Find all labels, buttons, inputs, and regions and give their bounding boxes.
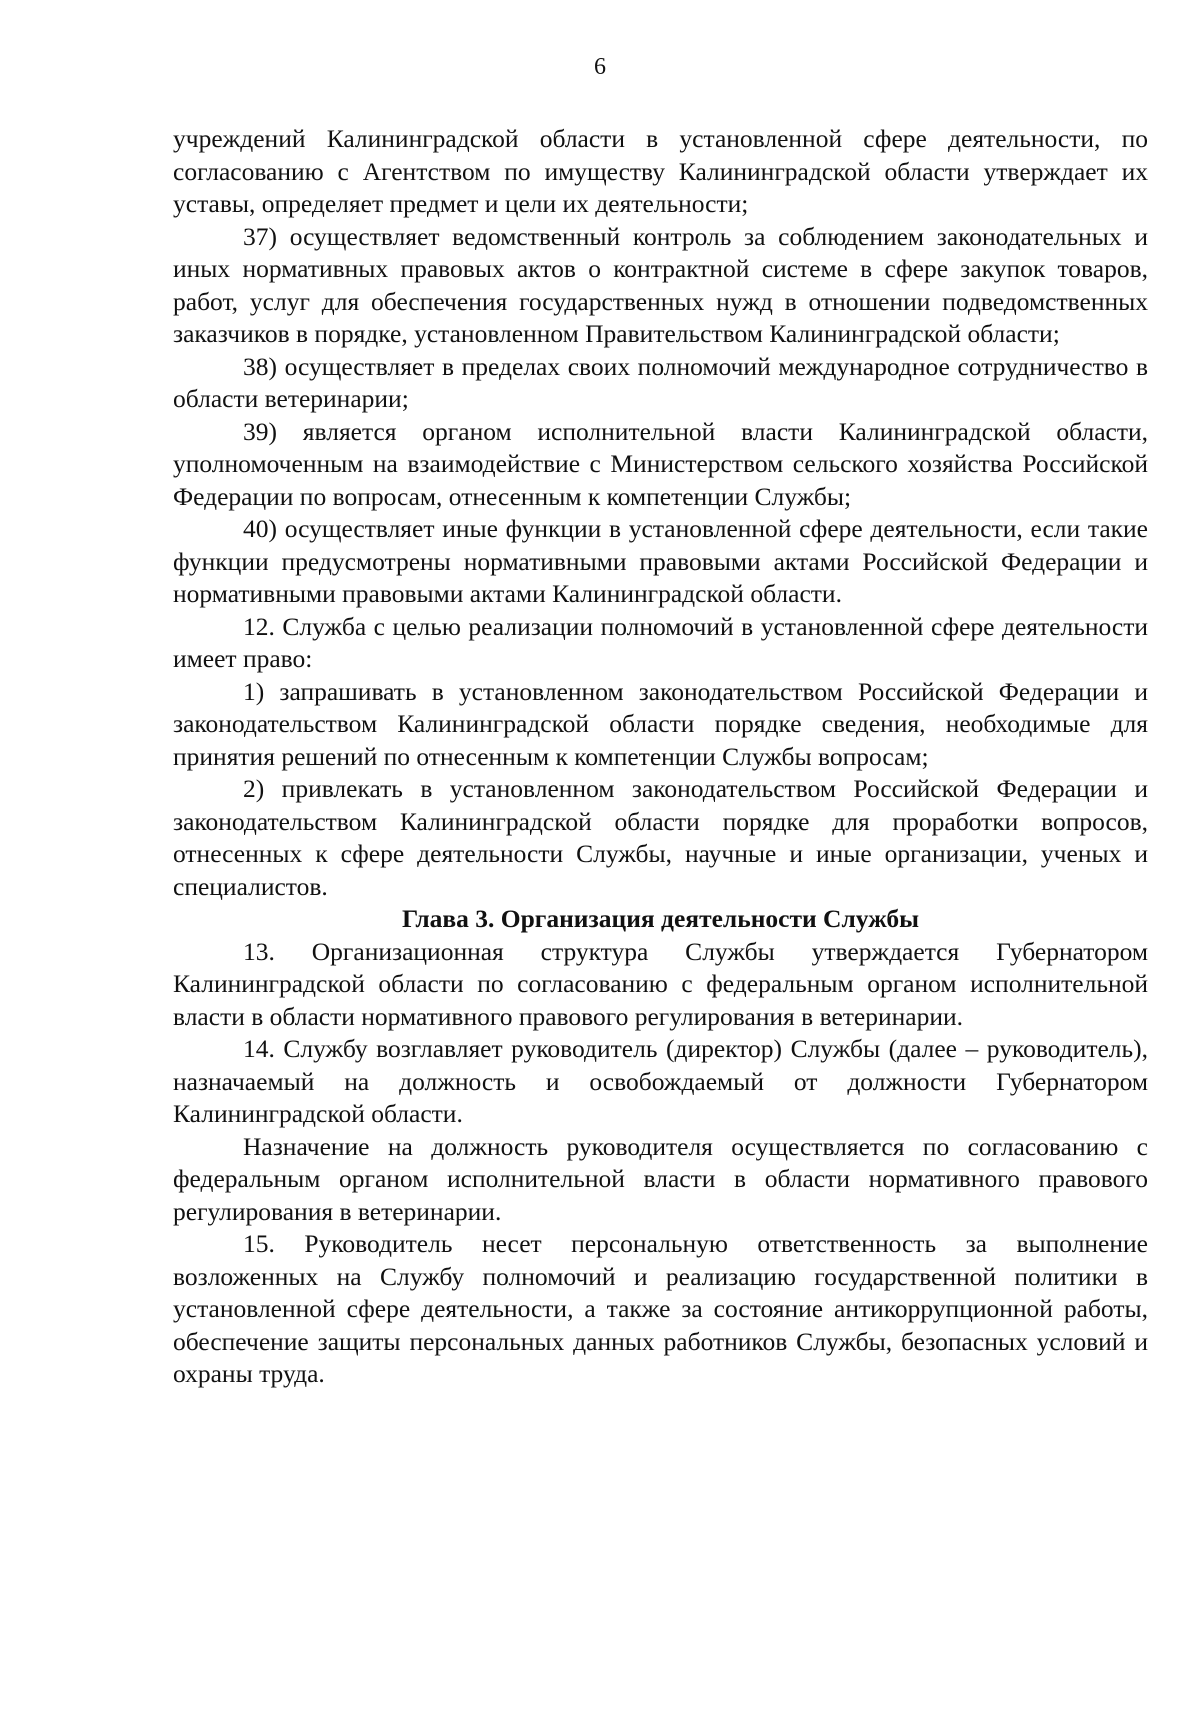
paragraph-clause-12-item-2: 2) привлекать в установленном законодательством Российской Федерации и законодательством Калининградской области порядке для проработки вопросов, отнесенных к сфере деятельности Службы, научные и иные организации, ученых и специалистов. — [173, 774, 1148, 901]
paragraph-item-39: 39) является органом исполнительной власти Калининградской области, уполномоченным на взаимодействие с Министерством сельского хозяйства Российской Федерации по вопросам, отнесенным к компетенции Службы; — [173, 416, 1148, 511]
paragraph-continuation: учреждений Калининградской области в установленной сфере деятельности, по согласованию с Агентством по имуществу Калининградской области утверждает их уставы, определяет предмет и цели их деятельности; — [173, 124, 1148, 218]
paragraph-item-40: 40) осуществляет иные функции в установленной сфере деятельности, если такие функции предусмотрены нормативными правовыми актами Российской Федерации и нормативными правовыми актами Калининградской области. — [173, 514, 1148, 608]
paragraph-clause-13: 13. Организационная структура Службы утверждается Губернатором Калининградской области по согласованию с федеральным органом исполнительной власти в области нормативного правового регулирования в ветеринарии. — [173, 936, 1148, 1031]
document-body — [173, 123, 1148, 1391]
chapter-heading: Глава 3. Организация деятельности Службы — [401, 904, 920, 933]
paragraph-item-37: 37) осуществляет ведомственный контроль за соблюдением законодательных и иных нормативных правовых актов о контрактной системе в сфере закупок товаров, работ, услуг для обеспечения государственных нужд в отношении подведомственных заказчиков в порядке, установленном Правительством Калининградской области; — [173, 221, 1148, 348]
paragraph-clause-14: 14. Службу возглавляет руководитель (директор) Службы (далее – руководитель), назначаемый на должность и освобождаемый от должности Губернатором Калининградской области. — [173, 1034, 1148, 1128]
page-number: 6 — [594, 54, 606, 80]
paragraph-clause-12-item-1: 1) запрашивать в установленном законодательством Российской Федерации и законодательством Калининградской области порядке сведения, необходимые для принятия решений по отнесенным к компетенции Службы вопросам; — [173, 676, 1148, 771]
paragraph-item-38: 38) осуществляет в пределах своих полномочий международное сотрудничество в области ветеринарии; — [173, 351, 1148, 413]
paragraph-clause-14-appointment: Назначение на должность руководителя осуществляется по согласованию с федеральным органом исполнительной власти в области нормативного правового регулирования в ветеринарии. — [173, 1131, 1148, 1226]
paragraph-clause-12: 12. Служба с целью реализации полномочий в установленной сфере деятельности имеет право: — [173, 611, 1148, 673]
paragraph-clause-15: 15. Руководитель несет персональную ответственность за выполнение возложенных на Службу полномочий и реализацию государственной политики в установленной сфере деятельности, а также за состояние антикоррупционной работы, обеспечение защиты персональных данных работников Службы, безопасных условий и охраны труда. — [173, 1229, 1148, 1388]
